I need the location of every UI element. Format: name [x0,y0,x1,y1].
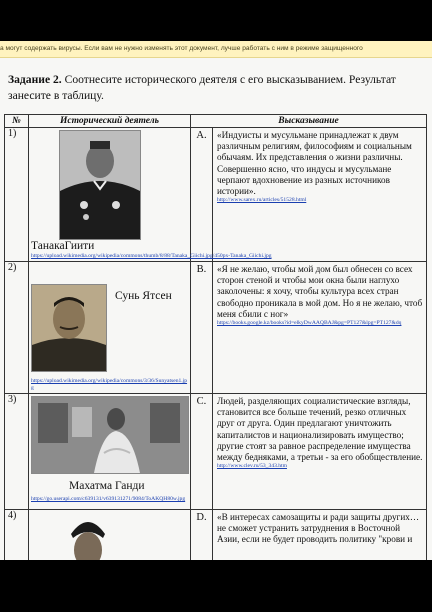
protected-view-banner [0,41,432,58]
statement-source-link[interactable]: http://www.sarex.ru/articles/51528.html [217,197,307,204]
protected-view-banner-text: а могут содержать вирусы. Если вам не нужно изменять этот документ, лучше работать с ним в режиме защищенного [0,45,363,52]
task-heading [8,72,418,104]
table-row [5,128,427,262]
document-page[interactable] [0,58,432,560]
statement-text: «В интересах самозащиты и ради защиты других… не сможет устранить затруднения в Восточной Азии, если не будет проводить политику "крови и [217,512,420,545]
statement-letter: А. [191,128,213,262]
header-statement: Высказывание [191,115,427,128]
figure-source-link[interactable]: https://upload.wikimedia.org/wikipedia/commons/3/36/Sunyatsen1.jpg [31,378,188,391]
row-number: 1) [5,128,29,262]
figure-name: Махатма Ганди [69,480,145,492]
figure-name: Сунь Ятсен [115,290,172,302]
statement-cell [213,128,427,262]
portrait-photo [31,284,107,372]
task-text: Соотнесите исторического деятеля с его высказыванием. Результат занесите в таблицу. [8,73,396,102]
row-number: 3) [5,394,29,510]
table-row [5,394,427,510]
statement-letter: С. [191,394,213,510]
figure-source-link[interactable]: https://go.userapi.com/c639131/v639131271/9084/ToAKQH80w.jpg [31,496,186,502]
table-header-row [5,115,427,128]
top-black-bar [0,0,432,41]
statement-text: Людей, разделяющих социалистические взгляды, становится все больше течений, резко отличных друг от друга. Один предлагают уничтожить капиталистов и национализировать имущество; другие стоят за равное распределение имущества между бедняками, а третьи - за его обобществление. [217,396,423,463]
statement-cell [213,262,427,394]
portrait-photo [59,130,141,240]
row-number: 4) [5,510,29,571]
bottom-black-bar [0,560,432,612]
statement-source-link[interactable]: https://books.google.kz/books?id=elkyDwAAQBAJ&pg=PT127&lpg=PT127&dq [217,320,402,327]
statement-text: «Я не желаю, чтобы мой дом был обнесен со всех сторон стеной и чтобы мои окна были наглухо заколочены: я хочу, чтобы культура всех стран свободно проникала в мой дом. Но я не желаю, чтоб меня сбили с ног» [217,264,423,319]
portrait-photo [31,396,189,474]
table-row [5,262,427,394]
header-figure: Исторический деятель [29,115,191,128]
row-number: 2) [5,262,29,394]
statement-text: «Индуисты и мусульмане принадлежат к двум различным религиям, философиям и социальным обычаям. Их представления о жизни различны. Совершенно ясно, что индусы и мусульмане черпают вдохновение из разных источников истории». [217,130,412,197]
statement-letter: В. [191,262,213,394]
task-number: Задание 2. [8,73,62,86]
figure-name: ТанакаГиити [31,240,95,252]
statement-source-link[interactable]: http://www.clev.ru/53_343.htm [217,463,287,470]
header-num: № [5,115,29,128]
figure-source-link[interactable]: https://upload.wikimedia.org/wikipedia/commons/thumb/8/88/Tanaka_Giichi.jpg/450px-Tanaka_Giichi.jpg [31,253,272,259]
figure-cell [29,394,191,510]
matching-table [4,114,427,571]
figure-cell [29,262,191,394]
statement-cell [213,394,427,510]
statement-letter: D. [191,510,213,571]
